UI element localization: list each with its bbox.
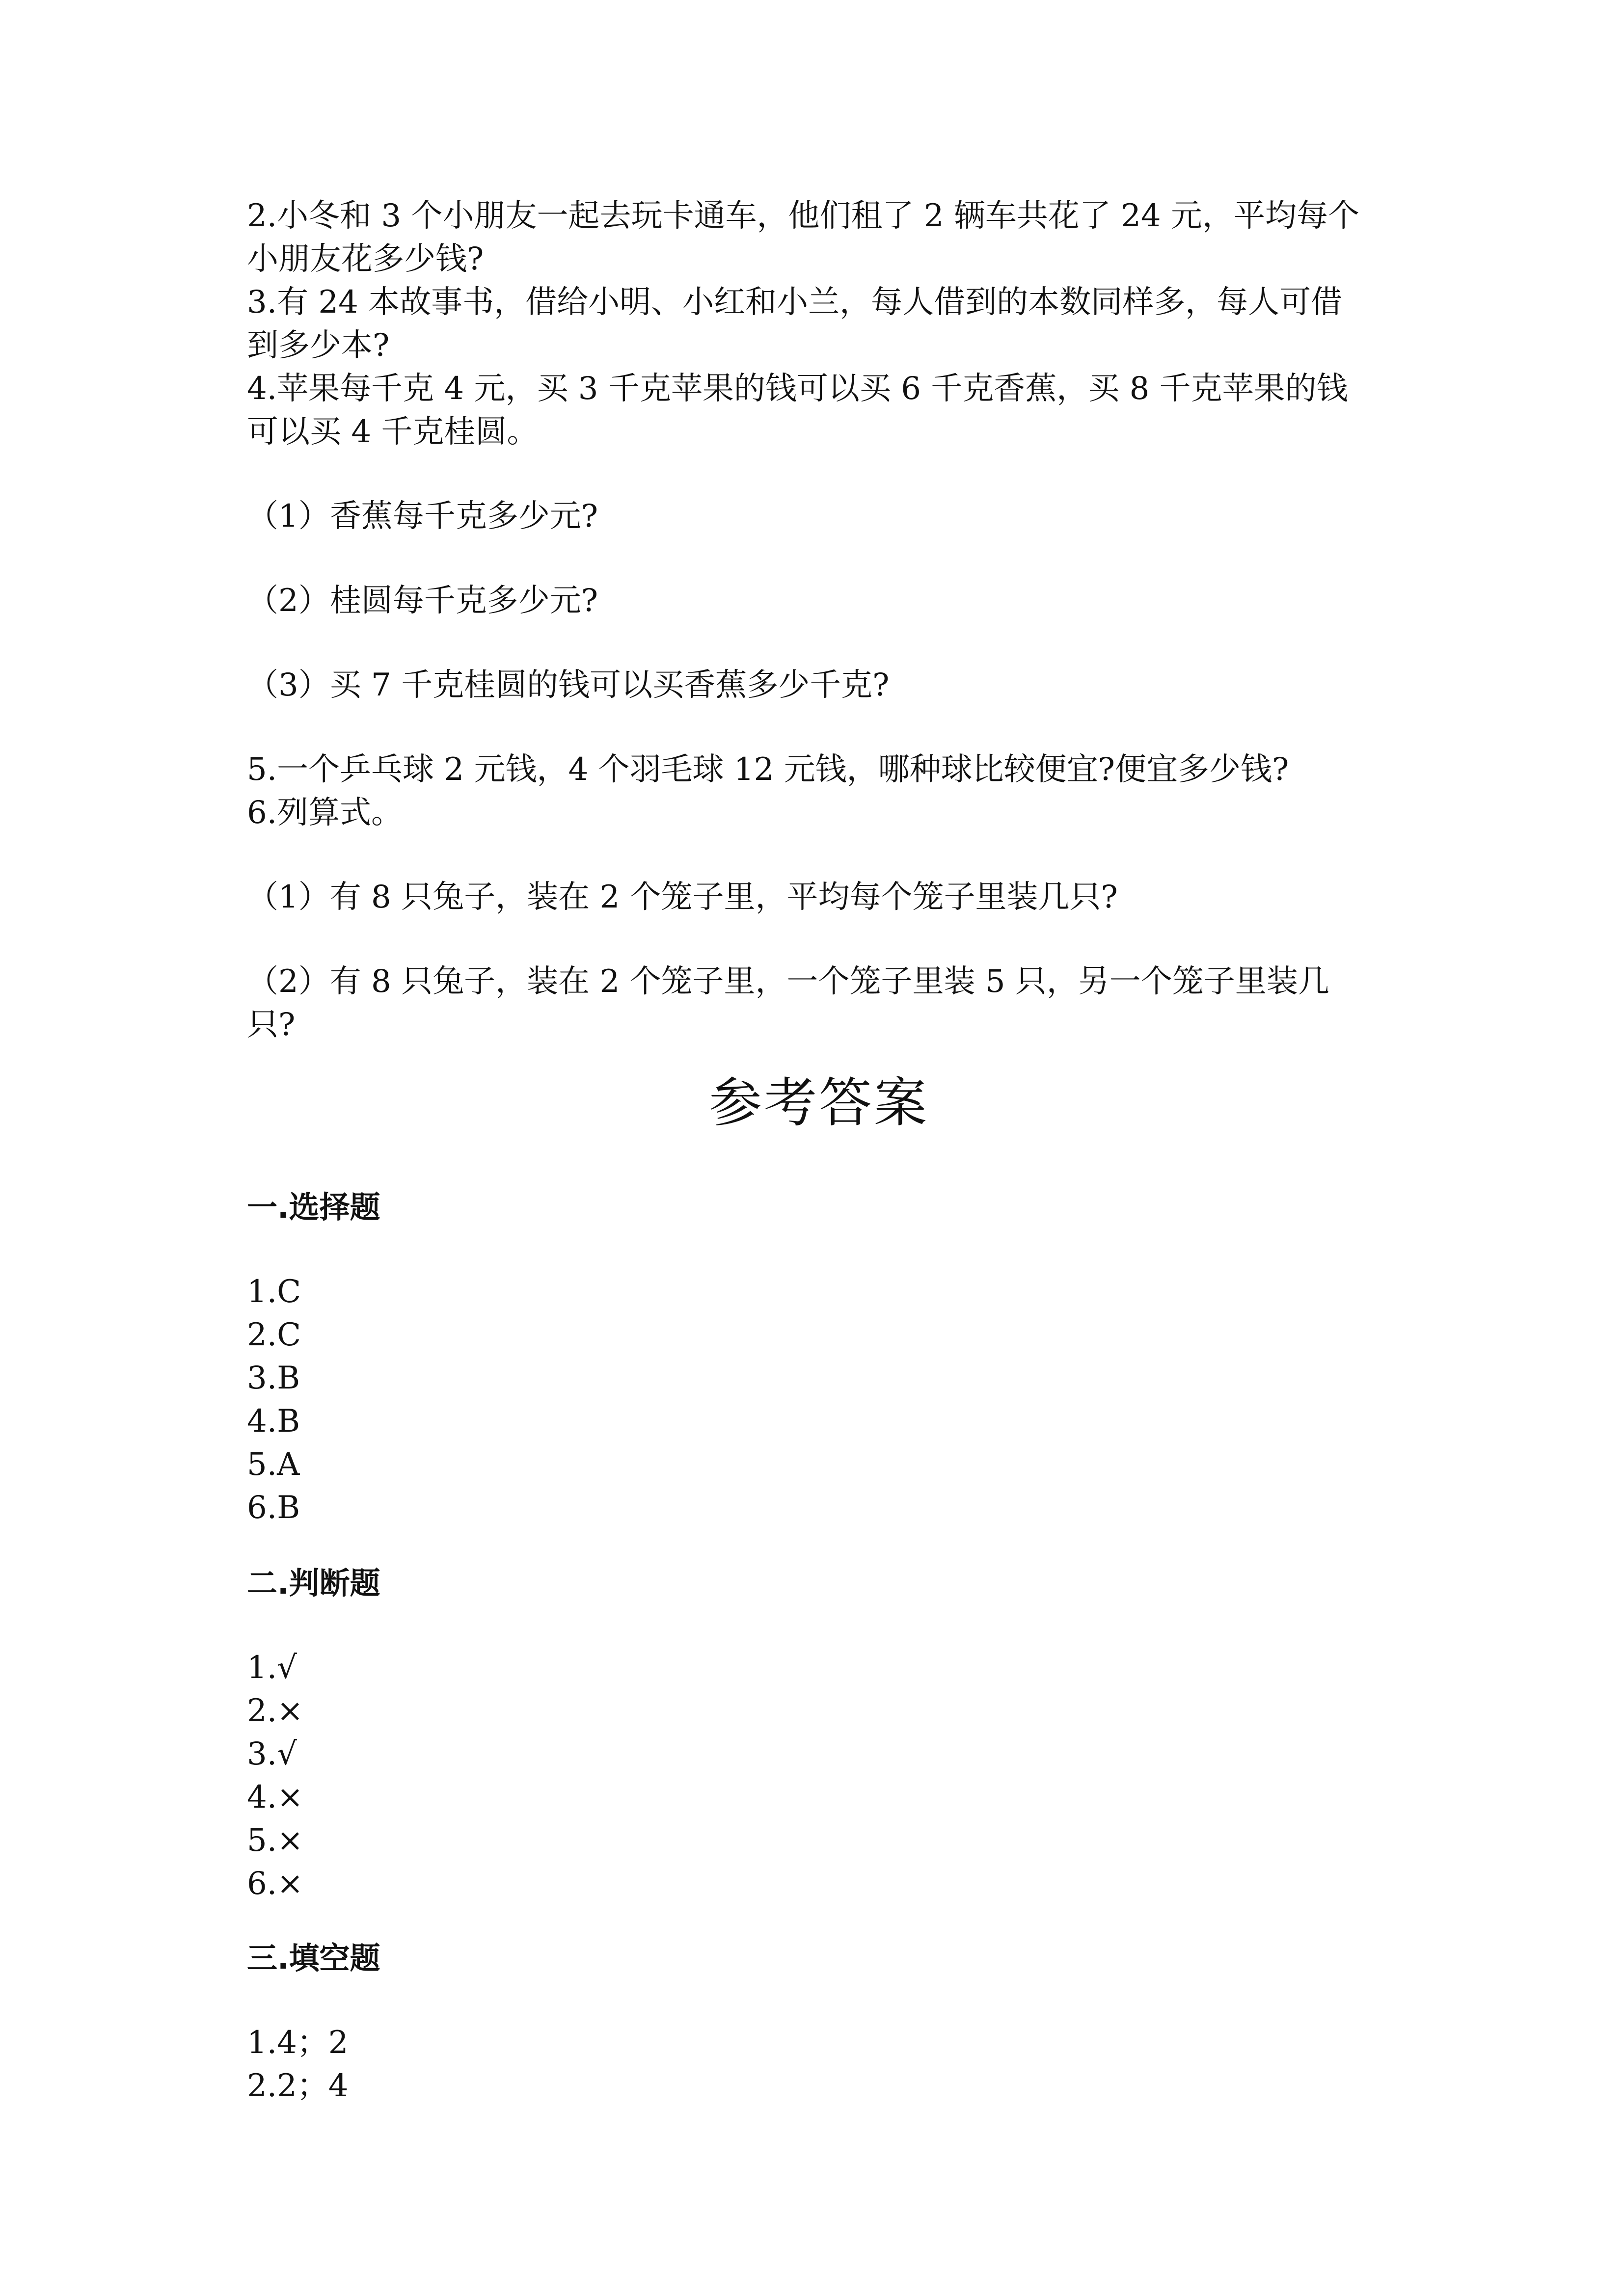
answer-item: 3.√ — [247, 1736, 297, 1772]
answers-title: 参考答案 — [708, 1072, 929, 1134]
section-1-heading: 一.选择题 — [247, 1189, 380, 1225]
section-2-answer-list — [247, 1646, 303, 1905]
question-4-line-2: 可以买 4 千克桂圆。 — [247, 414, 539, 450]
question-block — [247, 194, 1391, 1046]
question-3-line-2: 到多少本? — [247, 327, 390, 364]
question-5: 5.一个乒乓球 2 元钱，4 个羽毛球 12 元钱，哪种球比较便宜?便宜多少钱? — [247, 751, 1289, 788]
answer-item: 6.B — [247, 1490, 300, 1526]
question-3-line-1: 3.有 24 本故事书，借给小明、小红和小兰，每人借到的本数同样多，每人可借 — [247, 284, 1343, 320]
question-6-sub-1: （1）有 8 只兔子，装在 2 个笼子里，平均每个笼子里装几只? — [247, 879, 1118, 915]
question-6: 6.列算式。 — [247, 795, 403, 831]
answer-item: 5.A — [247, 1446, 300, 1483]
question-4-sub-1: （1）香蕉每千克多少元? — [247, 498, 598, 534]
question-2-line-1: 2.小冬和 3 个小朋友一起去玩卡通车，他们租了 2 辆车共花了 24 元，平均每个 — [247, 198, 1359, 234]
question-2-line-2: 小朋友花多少钱? — [247, 241, 484, 277]
answer-item: 5.× — [247, 1822, 303, 1859]
question-4-sub-3: （3）买 7 千克桂圆的钱可以买香蕉多少千克? — [247, 667, 890, 703]
question-4-line-1: 4.苹果每千克 4 元，买 3 千克苹果的钱可以买 6 千克香蕉，买 8 千克苹果的钱 — [247, 371, 1348, 407]
answer-item: 4.B — [247, 1403, 300, 1440]
section-3-heading: 三.填空题 — [247, 1940, 380, 1976]
answer-item: 3.B — [247, 1360, 300, 1396]
section-1-answer-list — [247, 1270, 301, 1529]
question-6-sub-2-line-1: （2）有 8 只兔子，装在 2 个笼子里，一个笼子里装 5 只，另一个笼子里装几 — [247, 963, 1329, 1000]
answer-item: 6.× — [247, 1866, 303, 1902]
document-page — [247, 194, 1391, 2104]
answer-item: 2.× — [247, 1693, 303, 1729]
section-3-answer-list — [247, 2021, 349, 2108]
answer-item: 1.C — [247, 1274, 301, 1310]
answer-item: 1.4；2 — [247, 2025, 349, 2061]
answer-item: 2.C — [247, 1317, 301, 1353]
question-4-sub-2: （2）桂圆每千克多少元? — [247, 583, 598, 619]
question-6-sub-2-line-2: 只? — [247, 1007, 296, 1043]
answer-item: 1.√ — [247, 1650, 297, 1686]
answer-item: 2.2；4 — [247, 2068, 349, 2104]
section-2-heading: 二.判断题 — [247, 1565, 380, 1601]
answer-item: 4.× — [247, 1779, 303, 1815]
